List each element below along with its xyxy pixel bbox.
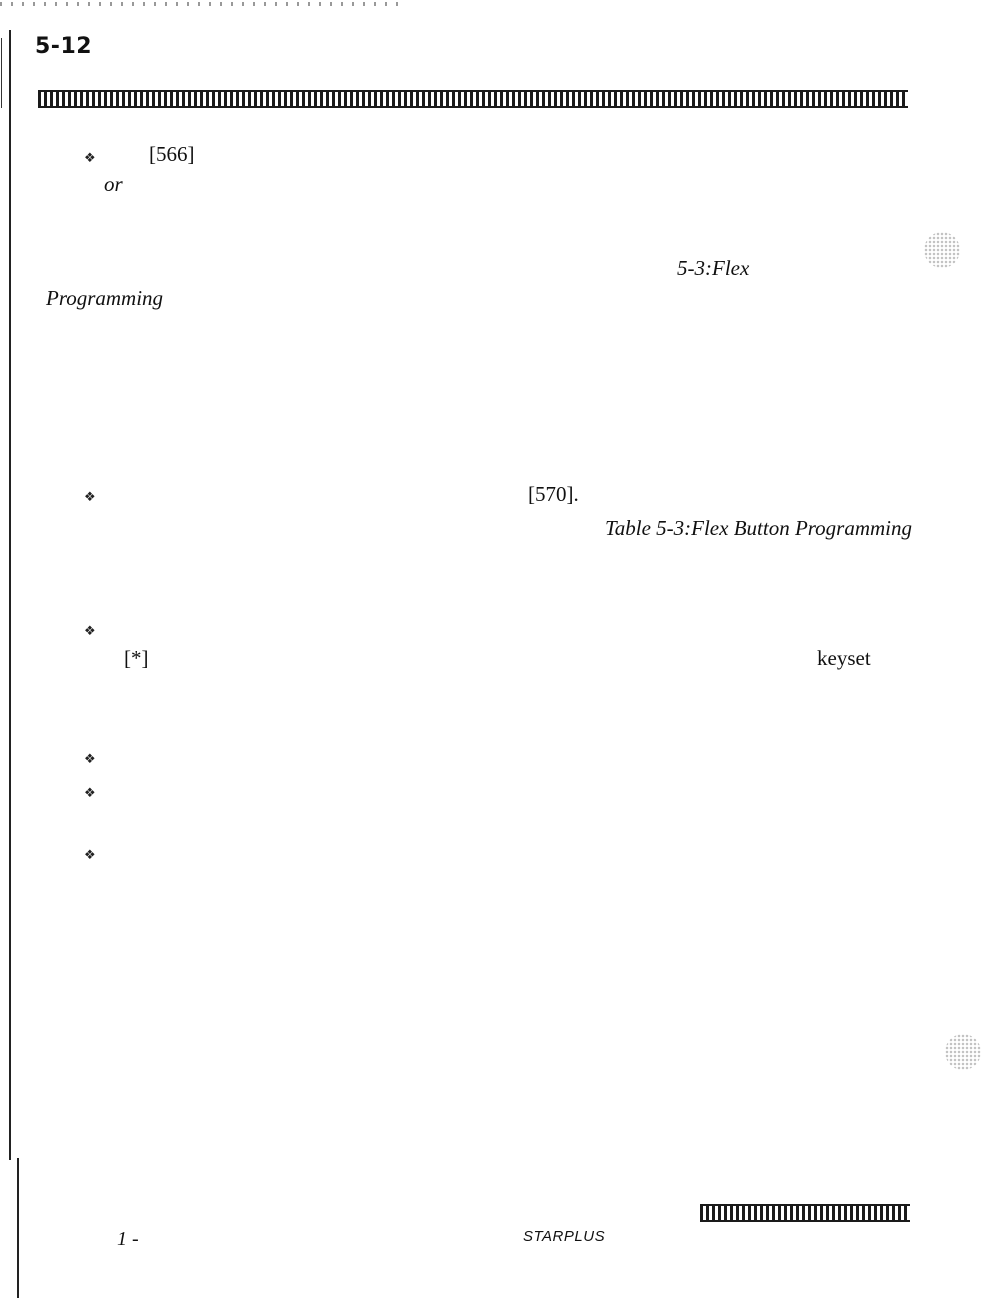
scan-speckle: [924, 232, 960, 268]
bullet-diamond-icon: ❖: [84, 151, 96, 166]
programming-word: Programming: [46, 286, 164, 310]
table-reference-full: Table 5-3:Flex Button Programming: [605, 516, 913, 540]
bullet-diamond-icon: ❖: [84, 752, 96, 767]
or-word: or: [104, 172, 123, 196]
page-number: 5-12: [35, 34, 93, 59]
bullet-diamond-icon: ❖: [84, 848, 96, 863]
greek-key-border-top: [38, 90, 908, 108]
bullet-diamond-icon: ❖: [84, 624, 96, 639]
scan-noise-top: [0, 2, 400, 6]
left-margin-tick: [1, 38, 2, 108]
greek-key-border-bottom: [700, 1204, 910, 1222]
reference-570: [570].: [528, 482, 579, 506]
bullet-diamond-icon: ❖: [84, 490, 96, 505]
footer-product-name: STARPLUS: [523, 1228, 606, 1245]
scan-speckle: [945, 1034, 981, 1070]
bullet-diamond-icon: ❖: [84, 786, 96, 801]
left-margin-rule: [9, 30, 11, 1160]
reference-566: [566]: [149, 142, 195, 166]
table-reference-partial: 5-3:Flex: [677, 256, 750, 280]
footer-left-text: 1 -: [117, 1228, 139, 1250]
left-margin-rule-lower: [17, 1158, 19, 1298]
keyset-word: keyset: [817, 646, 871, 670]
star-key: [*]: [124, 646, 149, 670]
